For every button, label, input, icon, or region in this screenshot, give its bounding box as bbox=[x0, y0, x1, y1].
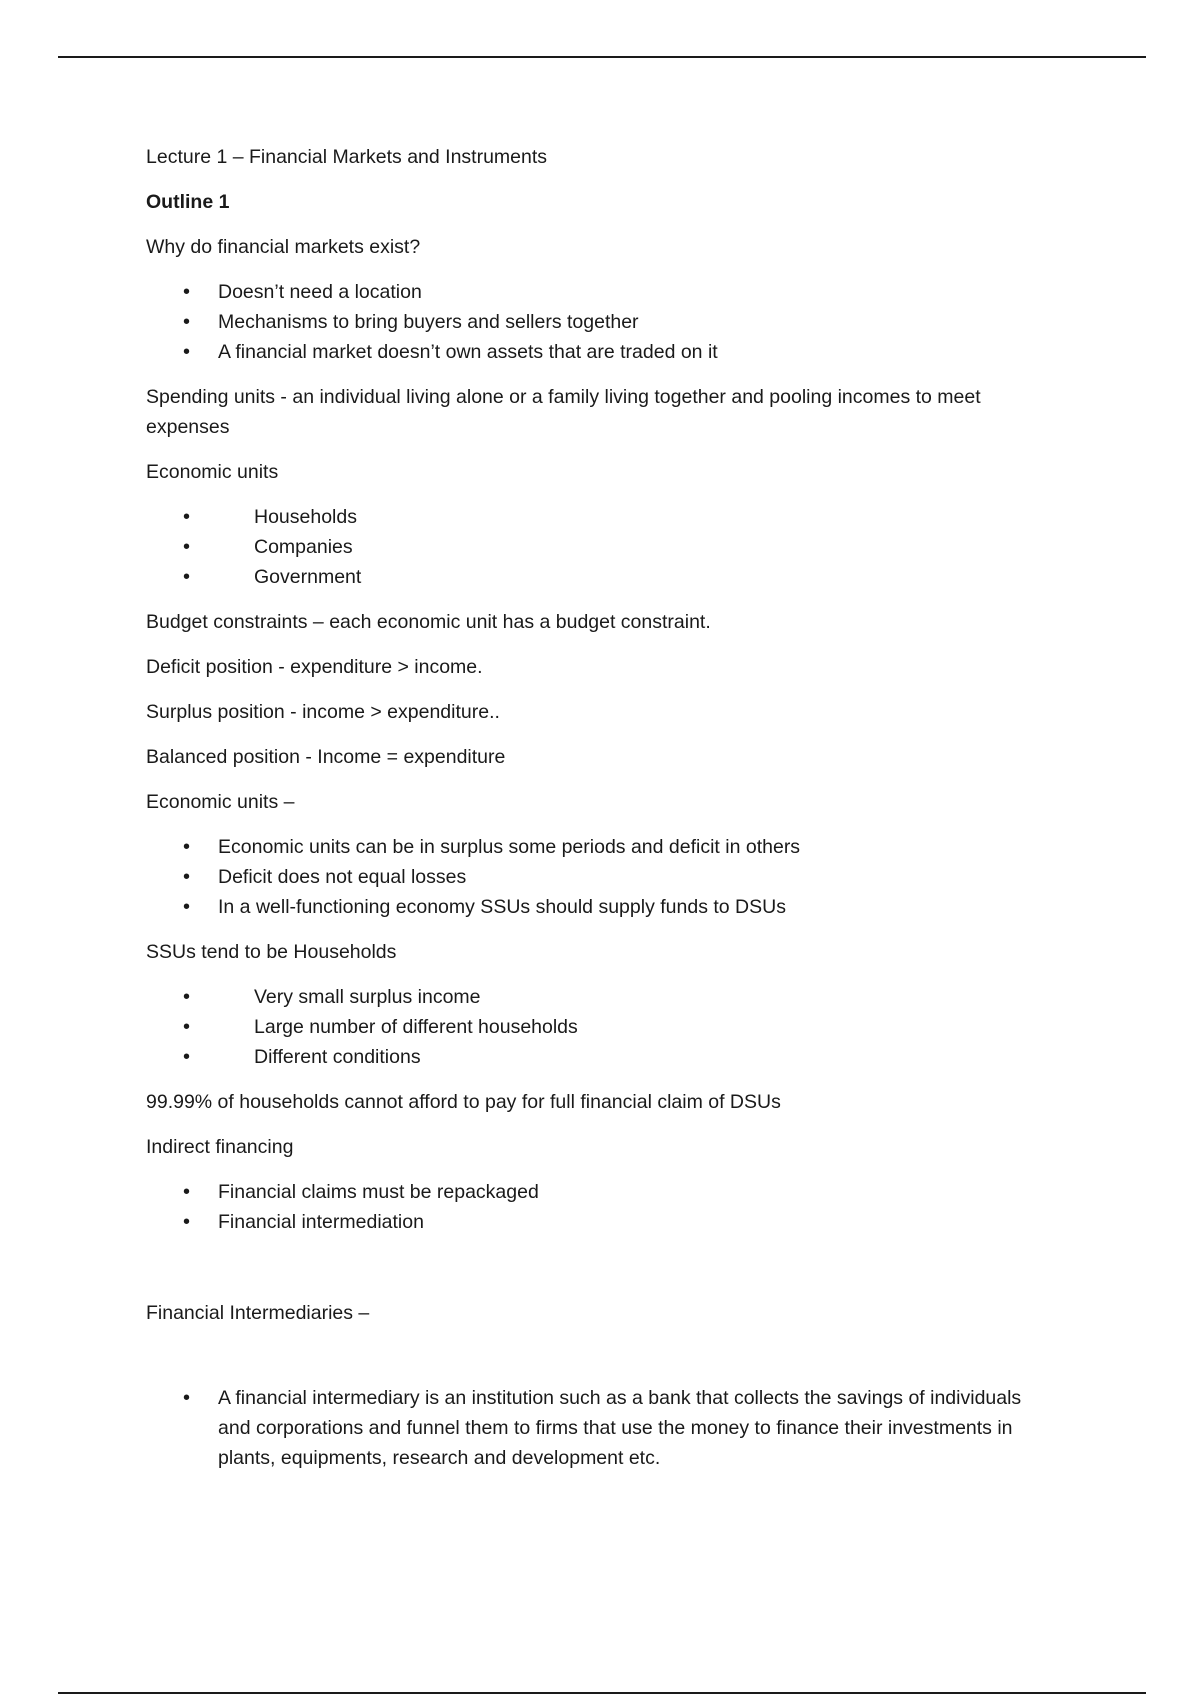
spacer bbox=[146, 1343, 1046, 1383]
list-item: • A financial intermediary is an institution such as a bank that collects the savings of individuals and corporations and funnel them to firms that use the money to finance their investments in plants, equipments, research and development etc. bbox=[146, 1383, 1046, 1473]
header-rule bbox=[58, 56, 1146, 58]
footer-rule bbox=[58, 1692, 1146, 1694]
spacer bbox=[146, 1252, 1046, 1298]
indirect-financing-list bbox=[146, 1177, 1046, 1237]
spending-units-paragraph: Spending units - an individual living alone or a family living together and pooling incomes to meet expenses bbox=[146, 386, 981, 438]
question-why-markets: Why do financial markets exist? bbox=[146, 236, 421, 258]
list-item: • Government bbox=[146, 562, 1046, 592]
economic-units-label: Economic units bbox=[146, 461, 279, 483]
document-title: Lecture 1 – Financial Markets and Instruments bbox=[146, 146, 548, 168]
economic-units-label-2: Economic units – bbox=[146, 791, 295, 813]
list-item: • Financial intermediation bbox=[146, 1207, 1046, 1237]
list-item: • Doesn’t need a location bbox=[146, 277, 1046, 307]
outline-heading: Outline 1 bbox=[146, 191, 230, 213]
ssus-bullet-list bbox=[146, 982, 1046, 1072]
surplus-position-paragraph: Surplus position - income > expenditure.. bbox=[146, 701, 500, 723]
economic-units-list bbox=[146, 502, 1046, 592]
document-body bbox=[146, 142, 1046, 1488]
ssus-label: SSUs tend to be Households bbox=[146, 941, 397, 963]
list-item: • Very small surplus income bbox=[146, 982, 1046, 1012]
list-item: • Different conditions bbox=[146, 1042, 1046, 1072]
budget-constraints-paragraph: Budget constraints – each economic unit has a budget constraint. bbox=[146, 611, 711, 633]
financial-intermediaries-label: Financial Intermediaries – bbox=[146, 1302, 370, 1324]
list-item: • Deficit does not equal losses bbox=[146, 862, 1046, 892]
financial-intermediaries-list bbox=[146, 1383, 1046, 1473]
list-item: • Companies bbox=[146, 532, 1046, 562]
list-item: • Economic units can be in surplus some periods and deficit in others bbox=[146, 832, 1046, 862]
list-item: • Large number of different households bbox=[146, 1012, 1046, 1042]
balanced-position-paragraph: Balanced position - Income = expenditure bbox=[146, 746, 506, 768]
list-item: • Financial claims must be repackaged bbox=[146, 1177, 1046, 1207]
list-item: • A financial market doesn’t own assets that are traded on it bbox=[146, 337, 1046, 367]
deficit-position-paragraph: Deficit position - expenditure > income. bbox=[146, 656, 483, 678]
list-item: • Mechanisms to bring buyers and sellers together bbox=[146, 307, 1046, 337]
economic-units-bullet-list bbox=[146, 832, 1046, 922]
households-stat-paragraph: 99.99% of households cannot afford to pay for full financial claim of DSUs bbox=[146, 1091, 781, 1113]
list-item: • Households bbox=[146, 502, 1046, 532]
indirect-financing-label: Indirect financing bbox=[146, 1136, 294, 1158]
list-item: • In a well-functioning economy SSUs should supply funds to DSUs bbox=[146, 892, 1046, 922]
why-bullet-list bbox=[146, 277, 1046, 367]
